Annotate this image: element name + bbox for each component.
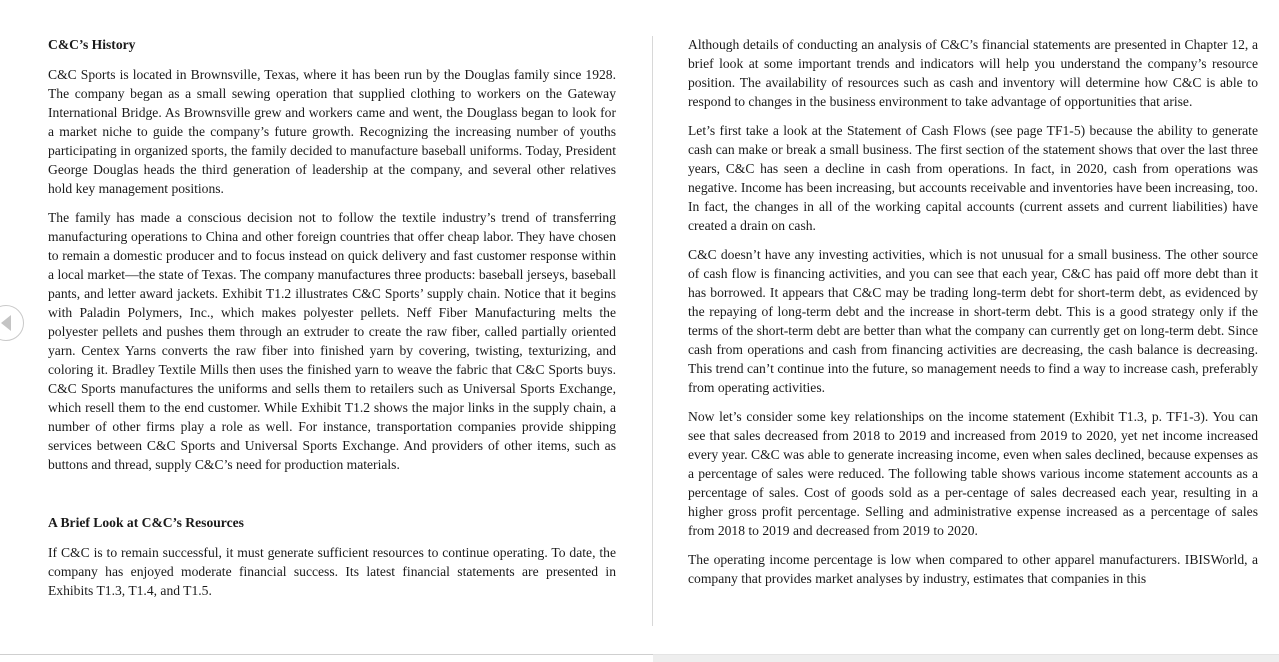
paragraph-financing: C&C doesn’t have any investing activities, which is not unusual for a small business. The other source of cash flow is financing activities, and you can see that each year, C&C has paid off more debt than it has borrowed. It appears that C&C may be trading long-term debt for short-term debt, as evidenced by the repaying of long-term debt and the increase in short-term debt. This is a good strategy only if the terms of the short-term debt are better than what the company can currently get on long-term debt. Since cash from operations and cash from financing activities are decreasing, the cash balance is decreasing. This trend can’t continue into the future, so management needs to find a way to increase cash, preferably from operating activities. (688, 247, 1258, 395)
chevron-left-icon (1, 315, 11, 331)
paragraph-income-statement: Now let’s consider some key relationships on the income statement (Exhibit T1.3, p. TF1-3). You can see that sales decreased from 2018 to 2019 and increased from 2019 to 2020, yet net income increased every year. C&C was able to generate increasing income, even when sales declined, because expenses as a percentage of sales were reduced. The following table shows various income statement accounts as a percentage of sales. Cost of goods sold as a per-centage of sales decreased each year, resulting in a higher gross profit percentage. Selling and administrative expense increased as a percentage of sales from 2018 to 2019 and decreased from 2019 to 2020. (688, 409, 1258, 538)
paragraph-resources-1: If C&C is to remain successful, it must generate sufficient resources to continue operating. To date, the company has enjoyed moderate financial success. Its latest financial statements are presented in Exhibits T1.3, T1.4, and T1.5. (48, 545, 616, 598)
section-heading-history: C&C’s History (48, 37, 136, 52)
horizontal-scrollbar[interactable] (653, 654, 1279, 662)
bottom-bar-left (0, 654, 653, 662)
paragraph-analysis-intro: Although details of conducting an analysis of C&C’s financial statements are presented in Chapter 12, a brief look at some important trends and indicators will help you understand the company’s resource position. The availability of resources such as cash and inventory will determine how C&C is able to respond to changes in the business environment to take advantage of opportunities that arise. (688, 37, 1258, 109)
paragraph-operating-income: The operating income percentage is low when compared to other apparel manufacturers. IBISWorld, a company that provides market analyses by industry, estimates that companies in this (688, 552, 1258, 586)
column-divider (652, 36, 653, 626)
left-column (48, 35, 616, 600)
paragraph-history-1: C&C Sports is located in Brownsville, Texas, where it has been run by the Douglas family since 1928. The company began as a small sewing operation that supplied clothing to workers on the Gateway International Bridge. As Brownsville grew and workers came and went, the Douglass began to look for a market niche to guide the company’s future growth. Recognizing the increasing number of youths participating in organized sports, the family decided to manufacture baseball uniforms. Today, President George Douglas heads the third generation of leadership at the company, and several other relatives hold key management positions. (48, 67, 616, 196)
previous-page-button[interactable] (0, 305, 24, 341)
paragraph-cash-flows: Let’s first take a look at the Statement of Cash Flows (see page TF1-5) because the ability to generate cash can make or break a small business. The first section of the statement shows that over the last three years, C&C has seen a decline in cash from operations. In fact, in 2020, cash from operations was negative. Income has been increasing, but accounts receivable and inventories have been increasing, too. In fact, the changes in all of the working capital accounts (current assets and current liabilities) have created a drain on cash. (688, 123, 1258, 233)
right-column (688, 35, 1258, 588)
section-heading-resources: A Brief Look at C&C’s Resources (48, 515, 244, 530)
paragraph-history-2: The family has made a conscious decision not to follow the textile industry’s trend of transferring manufacturing operations to China and other foreign countries that offer cheap labor. They have chosen to remain a domestic producer and to focus instead on quick delivery and fast customer response within a local market—the state of Texas. The company manufactures three products: baseball jerseys, baseball pants, and letter award jackets. Exhibit T1.2 illustrates C&C Sports’ supply chain. Notice that it begins with Paladin Polymers, Inc., which makes polyester pellets. Neff Fiber Manufacturing melts the polyester pellets and pushes them through an extruder to create the raw fiber, called partially oriented yarn. Centex Yarns converts the raw fiber into finished yarn by covering, twisting, texturizing, and coloring it. Bradley Textile Mills then uses the finished yarn to weave the fabric that C&C Sports buys. C&C Sports manufactures the uniforms and sells them to retailers such as Universal Sports Exchange, which resell them to the end customer. While Exhibit T1.2 shows the major links in the supply chain, a number of other firms play a role as well. For instance, transportation companies provide shipping services between C&C Sports and Universal Sports Exchange. And providers of other items, such as buttons and thread, supply C&C’s need for production materials. (48, 210, 616, 472)
